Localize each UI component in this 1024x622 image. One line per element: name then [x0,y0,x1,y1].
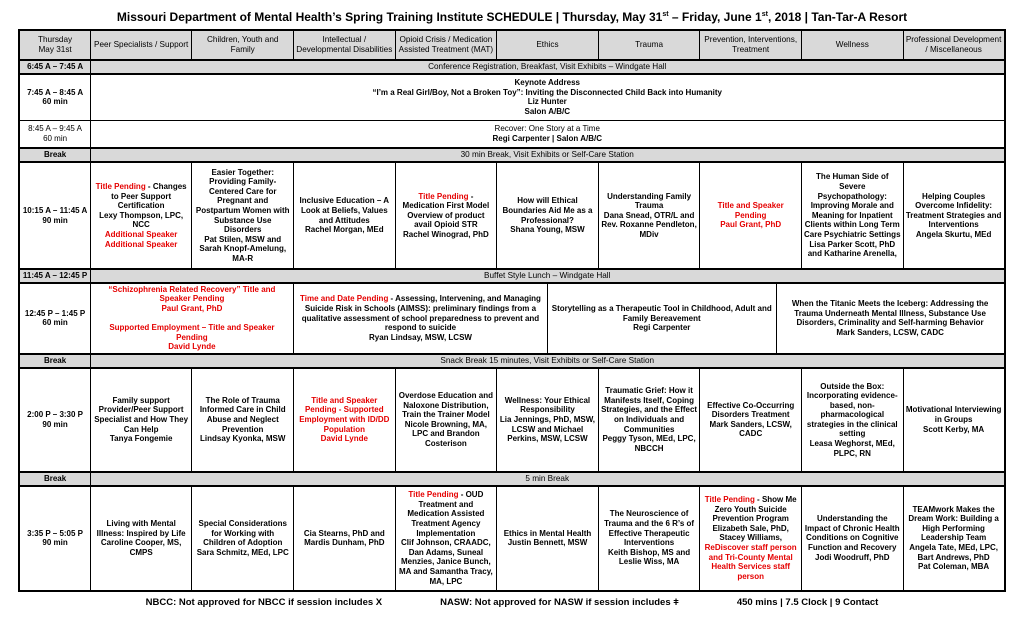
header-day: Thursday May 31st [19,30,90,60]
cell-line [601,386,698,434]
pending-text: Title Pending [408,490,459,500]
row-break-5min [19,472,1004,486]
cell-line [702,524,799,543]
cell-line [702,543,799,581]
cell-line [93,62,1002,72]
session-text: Dana Snead, OTR/L and Rev. Roxanne Pendleton, MDiv [601,210,697,239]
cell-line [194,168,291,235]
session-text: Easier Together: Providing Family-Centered Care for Pregnant and Postpartum Women with Substance Use Disorders [195,167,290,235]
cell-line [194,434,291,444]
session-text: Keith Bishop, MS and Leslie Wiss, MA [607,547,691,567]
session-text: Elizabeth Sale, PhD, Stacey Williams, [712,523,789,543]
session-text: Overdose Education and Naloxone Distribution, Train the Trainer Model [398,391,493,420]
pending-text: Title and Speaker Pending [717,201,784,220]
session-text: Ryan Lindsay, MSW, LCSW [369,332,472,342]
cell-line [296,333,545,343]
footer-credit-hours: 450 mins | 7.5 Clock | 9 Contact [736,596,879,608]
footer [0,597,1024,608]
cell-line [194,548,291,558]
session-text: Tanya Fongemie [109,434,173,444]
time-cell-break-5min: Break [19,472,90,486]
session-cell-session-1015-6 [598,162,700,269]
session-text: Rachel Winograd, PhD [403,229,489,239]
pending-text: “Schizophrenia Related Recovery” Title and Speaker Pending [108,284,276,304]
session-cell-session-1015-8 [801,162,903,269]
session-text: - Medication First Model [402,191,490,211]
session-text: Regi Carpenter | Salon A/B/C [492,133,602,143]
cell-line [804,439,901,458]
time-cell-break-snack: Break [19,354,90,368]
session-text: Traumatic Grief: How it Manifests Itself, Coping Strategies, and the Effect on Individuals and Communities [601,386,698,434]
session-cell-session-335-5 [497,486,599,591]
footer-nasw-note: NASW: Not approved for NASW if session includes ǂ [440,596,679,608]
session-text: Recover: One Story at a Time [494,124,600,134]
cell-line [296,225,393,235]
cell-line [296,396,393,434]
cell-line [804,240,901,259]
cell-line [296,434,393,444]
header-track-9: Professional Development / Miscellaneous [903,30,1005,60]
cell-line [550,304,774,323]
pending-text: Title Pending [704,495,755,505]
cell-line [601,548,698,567]
session-cell-session-335-4 [395,486,497,591]
cell-line [906,425,1002,435]
session-cell-session-1015-1 [90,162,192,269]
session-text: The Human Side of Severe Psychopathology: Improving Morale and Meaning for Inpatient Clients within Long Term Care Psychiatric Settings [804,172,901,239]
row-session-200 [19,368,1004,472]
cell-line [499,529,596,539]
cell-line [702,495,799,524]
session-text: Clif Johnson, CRAADC, Dan Adams, Suneal Menzies, Janice Bunch, MA and Samantha Tracy, MA, LPC [398,538,493,586]
cell-line [93,271,1002,281]
cell-line [702,401,799,420]
session-cell-session-200-4 [395,368,497,472]
header-row [19,30,1004,60]
session-text: Motivational Interviewing in Groups [905,405,1002,425]
cell-line [93,304,291,314]
session-text: Justin Bennett, MSW [507,538,588,548]
session-text: Outside the Box: Incorporating evidence-based, non-pharmacological strategies in the clinical setting [806,381,898,439]
session-cell-session-1015-4 [395,162,497,269]
cell-line [906,562,1002,572]
session-text: Mark Sanders, LCSW, CADC [709,419,792,439]
session-cell-session-1245-3 [547,283,776,354]
page-title [0,0,1024,24]
cell-line [398,230,495,240]
session-text: The Role of Trauma Informed Care in Child Abuse and Neglect Prevention [199,395,286,434]
cell-line [194,519,291,548]
cell-line [93,240,190,250]
session-cell-session-335-9 [903,486,1005,591]
session-text: Inclusive Education – A Look at Beliefs, Values and Attitudes [299,196,390,225]
row-session-1245 [19,283,1004,354]
session-text: Special Considerations for Working with Children of Adoption [198,519,287,548]
session-cell-session-335-2 [192,486,294,591]
session-text: Peggy Tyson, MEd, LPC, NBCCH [602,434,696,453]
pending-text: Title Pending [418,191,469,201]
cell-line [804,553,901,563]
cell-line [93,434,190,444]
header-track-7: Prevention, Interventions, Treatment [700,30,802,60]
session-text: Angela Skurtu, MEd [915,229,992,239]
cell-line [804,172,901,239]
pending-text: ReDiscover staff person and Tri-County Mental Health Services staff person [704,543,797,581]
cell-line [93,474,1002,484]
session-cell-session-1245-2 [294,283,548,354]
cell-line [398,192,495,211]
session-cell-lunch-1 [90,269,1004,283]
session-cell-session-1245-4 [776,283,1005,354]
cell-line [804,382,901,440]
time-cell-session-1245: 12:45 P – 1:45 P 60 min [19,283,90,354]
pending-text: David Lynde [320,434,368,444]
row-session-335 [19,486,1004,591]
pending-text: Time and Date Pending [300,294,389,304]
cell-line [398,538,495,586]
row-registration [19,60,1004,74]
header-track-6: Trauma [598,30,700,60]
header-track-2: Children, Youth and Family [192,30,294,60]
session-text: Lisa Parker Scott, PhD and Katharine Arenella, [807,239,897,259]
cell-line [906,543,1002,562]
cell-line [804,514,901,552]
session-text: Lexy Thompson, LPC, NCC [99,210,184,230]
cell-line [906,230,1002,240]
session-text: Keynote Address [514,78,580,88]
pending-text: Title Pending [95,181,146,191]
cell-line [499,538,596,548]
session-cell-session-200-7 [700,368,802,472]
cell-line [398,490,495,538]
time-cell-keynote: 7:45 A – 8:45 A 60 min [19,74,90,120]
cell-line [499,225,596,235]
time-cell-session-200: 2:00 P – 3:30 P 90 min [19,368,90,472]
cell-line [93,323,291,342]
cell-line [93,150,1002,160]
cell-line [93,182,190,211]
session-text: Salon A/B/C [524,107,570,117]
cell-line [601,434,698,453]
cell-line [398,420,495,449]
session-text: Understanding Family Trauma [607,191,692,211]
session-cell-session-200-8 [801,368,903,472]
cell-line [296,294,545,332]
session-text: Living with Mental Illness: Inspired by Life [96,519,186,538]
title-segment: – Friday, June 1 [668,10,762,24]
session-cell-session-200-5 [497,368,599,472]
session-text: Effective Co-Occurring Disorders Treatment [707,400,795,420]
session-cell-session-200-3 [294,368,396,472]
time-cell-registration: 6:45 A – 7:45 A [19,60,90,74]
cell-line [702,420,799,439]
row-break-snack [19,354,1004,368]
session-text: Pat Coleman, MBA [918,562,990,572]
cell-line [398,391,495,420]
cell-line [194,396,291,434]
session-text: Overview of product avail Opioid STR [407,210,485,230]
session-cell-session-1015-5 [497,162,599,269]
title-segment: st [761,11,768,18]
footer-nbcc-note: NBCC: Not approved for NBCC if session includes X [145,596,383,608]
session-cell-session-200-1 [90,368,192,472]
cell-line [93,396,190,434]
cell-line [93,78,1002,88]
cell-line [93,107,1002,117]
session-cell-break-30min-1 [90,148,1004,162]
pending-text: Supported Employment – Title and Speaker Pending [109,323,275,342]
header-track-8: Wellness [801,30,903,60]
pending-text: Paul Grant, PhD [720,220,782,230]
time-cell-session-335: 3:35 P – 5:05 P 90 min [19,486,90,591]
session-text: Leasa Weghorst, MEd, PLPC, RN [809,439,895,458]
session-cell-session-335-8 [801,486,903,591]
pending-text: Additional Speaker [104,229,178,239]
title-segment: Missouri Department of Mental Health’s Spring Training Institute SCHEDULE | Thursday, May 31 [116,10,663,24]
session-text: Helping Couples Overcome Infidelity: Treatment Strategies and Interventions [905,191,1002,230]
cell-line [906,505,1002,543]
pending-text: Additional Speaker [104,239,178,249]
session-cell-session-335-7 [700,486,802,591]
cell-line [906,405,1002,424]
session-cell-session-1015-2 [192,162,294,269]
pending-text: David Lynde [168,342,216,352]
session-text: TEAMwork Makes the Dream Work: Building a High Performing Leadership Team [908,504,999,543]
session-text: Lia Jennings, PhD, MSW, LCSW and Michael Perkins, MSW, LCSW [499,415,596,444]
session-cell-session-200-6 [598,368,700,472]
session-text: Family support Provider/Peer Support Specialist and How They Can Help [94,395,189,434]
session-text: Lindsay Kyonka, MSW [200,434,286,444]
session-text: Jodi Woodruff, PhD [815,552,890,562]
session-cell-session-200-2 [192,368,294,472]
time-cell-lunch: 11:45 A – 12:45 P [19,269,90,283]
cell-line [93,88,1002,98]
time-cell-break-30min: Break [19,148,90,162]
session-cell-session-1245-1 [90,283,293,354]
session-text: Ethics in Mental Health [503,528,592,538]
cell-line [499,196,596,225]
cell-line [499,415,596,444]
session-text: Wellness: Your Ethical Responsibility [504,395,591,415]
session-text: Buffet Style Lunch – Windgate Hall [484,271,611,281]
cell-line [93,97,1002,107]
cell-line [93,134,1002,144]
session-cell-break-snack-1 [90,354,1004,368]
session-cell-session-335-6 [598,486,700,591]
session-cell-session-200-9 [903,368,1005,472]
cell-line [779,328,1002,338]
cell-line [702,201,799,220]
row-lunch [19,269,1004,283]
session-text: The Neuroscience of Trauma and the 6 R’s of Effective Therapeutic Interventions [604,509,695,548]
title-segment: , 2018 | Tan-Tar-A Resort [767,10,908,24]
session-text: Regi Carpenter [633,323,691,333]
row-break-30min [19,148,1004,162]
cell-line [93,211,190,230]
session-text: Storytelling as a Therapeutic Tool in Childhood, Adult and Family Bereavement [551,304,772,323]
cell-line [194,235,291,264]
session-text: When the Titanic Meets the Iceberg: Addressing the Trauma Underneath Mental Illness, Substance Use Disorders, Criminality and Self-harming Behavior [791,299,989,328]
cell-line [93,538,190,557]
cell-line [93,124,1002,134]
session-text: Rachel Morgan, MEd [304,225,384,235]
session-text: - Assessing, Intervening, and Managing Suicide Risk in Schools (AIMSS): preliminary findings from a qualitative assessment of school preparedness to prevent and respond to suicide [301,294,541,333]
session-text: Mark Sanders, LCSW, CADC [836,328,944,338]
session-text: Understanding the Impact of Chronic Health Conditions on Cognitive Function and Recovery [804,514,900,553]
session-text: Shana Young, MSW [510,225,585,235]
cell-line [499,396,596,415]
session-text: Caroline Cooper, MS, CMPS [100,538,182,557]
row-keynote [19,74,1004,120]
cell-line [93,230,190,240]
cell-line [93,314,291,324]
session-text: How will Ethical Boundaries Aid Me as a Professional? [502,196,593,225]
pending-text: Title and Speaker Pending - Supported Employment with ID/DD Population [299,395,390,434]
session-text: Angela Tate, MEd, LPC, Bart Andrews, PhD [909,543,998,562]
session-cell-registration-1 [90,60,1004,74]
session-text: “I’m a Real Girl/Boy, Not a Broken Toy”: Inviting the Disconnected Child Back into Humanity [372,87,722,97]
cell-line [906,192,1002,230]
session-cell-break-5min-1 [90,472,1004,486]
header-track-1: Peer Specialists / Support [90,30,192,60]
cell-line [296,529,393,548]
cell-line [93,342,291,352]
session-cell-session-1015-3 [294,162,396,269]
session-text: Snack Break 15 minutes, Visit Exhibits or Self-Care Station [440,356,655,366]
time-cell-session-1015: 10:15 A – 11:45 A 90 min [19,162,90,269]
session-text: - Changes to Peer Support Certification [111,181,187,211]
cell-line [93,356,1002,366]
session-text: Scott Kerby, MA [923,424,985,434]
cell-line [550,323,774,333]
session-text: Conference Registration, Breakfast, Visit Exhibits – Windgate Hall [428,62,667,72]
cell-line [601,211,698,240]
session-text: Liz Hunter [527,97,567,107]
pending-text: Paul Grant, PhD [161,304,223,314]
session-text: Nicole Browning, MA, LPC and Brandon Costerison [404,419,487,449]
row-session-1015 [19,162,1004,269]
cell-line [702,220,799,230]
session-text: - Show Me Zero Youth Suicide Prevention Program [712,495,797,524]
title-segment: st [662,11,669,18]
cell-line [398,211,495,230]
row-recover [19,120,1004,148]
session-cell-recover-1 [90,120,1004,148]
cell-line [601,509,698,547]
session-text: Sara Schmitz, MEd, LPC [196,547,289,557]
schedule-table [18,29,1005,592]
session-cell-session-1015-7 [700,162,802,269]
session-text: 30 min Break, Visit Exhibits or Self-Care Station [460,150,634,160]
session-text: Cia Stearns, PhD and Mardis Dunham, PhD [303,528,385,548]
session-cell-session-335-1 [90,486,192,591]
cell-line [296,196,393,225]
session-cell-keynote-1 [90,74,1004,120]
header-track-3: Intellectual / Developmental Disabilities [294,30,396,60]
cell-line [93,285,291,304]
header-track-5: Ethics [497,30,599,60]
cell-line [779,299,1002,328]
session-text: Pat Stilen, MSW and Sarah Knopf-Amelung, MA-R [199,234,287,263]
session-text: - OUD Treatment and Medication Assisted Treatment Agency Implementation [407,490,485,538]
session-text: 5 min Break [525,473,570,483]
time-cell-recover: 8:45 A – 9:45 A 60 min [19,120,90,148]
session-cell-session-335-3 [294,486,396,591]
cell-line [93,519,190,538]
session-cell-session-1015-9 [903,162,1005,269]
header-track-4: Opioid Crisis / Medication Assisted Treatment (MAT) [395,30,497,60]
cell-line [601,192,698,211]
